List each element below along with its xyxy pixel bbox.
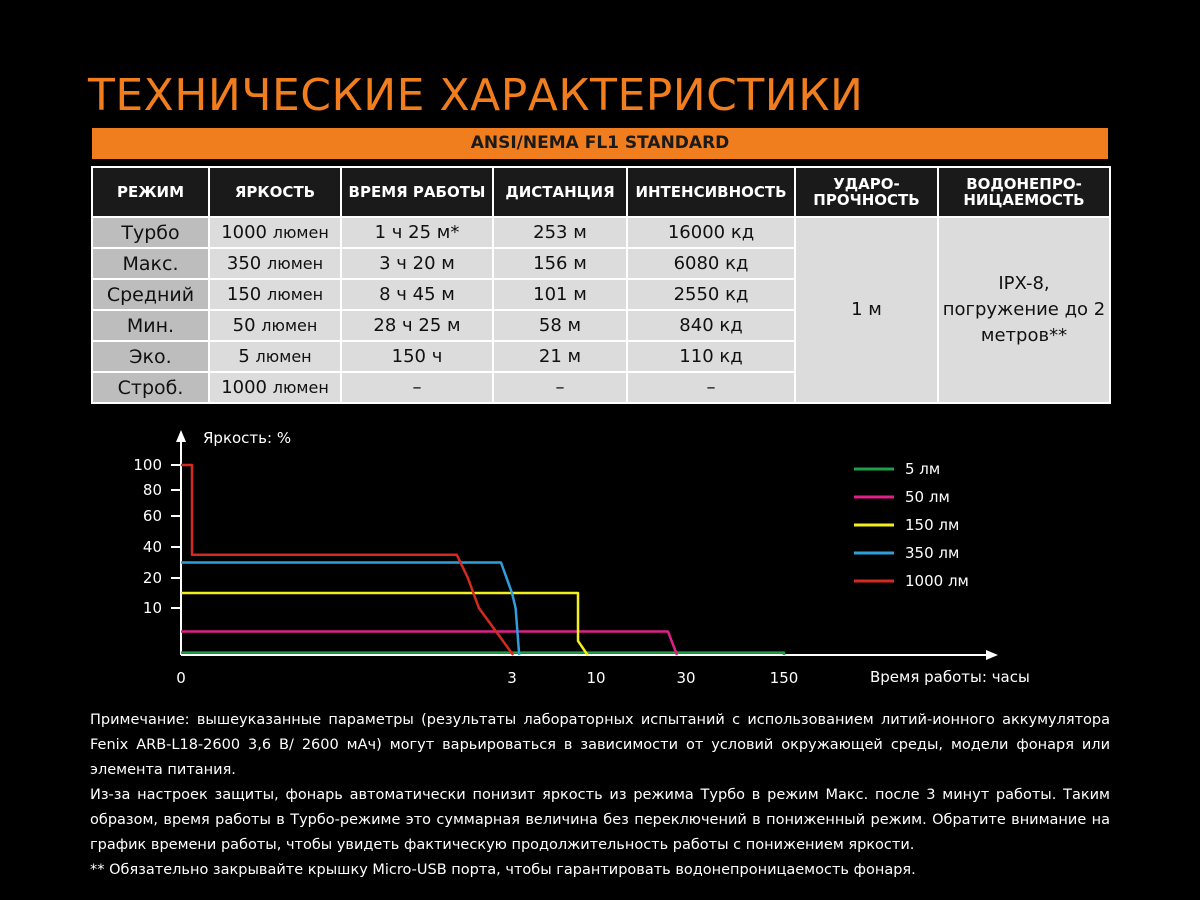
- mode-cell: Макс.: [92, 248, 209, 279]
- legend-label: 1000 лм: [905, 572, 969, 590]
- intensity-cell: 6080 кд: [627, 248, 795, 279]
- runtime-cell: 3 ч 20 м: [341, 248, 493, 279]
- runtime-cell: 8 ч 45 м: [341, 279, 493, 310]
- x-tick-label: 150: [769, 669, 799, 687]
- brightness-cell: 50 люмен: [209, 310, 341, 341]
- x-ticks: [176, 669, 798, 687]
- mode-cell: Эко.: [92, 341, 209, 372]
- intensity-cell: –: [627, 372, 795, 403]
- y-axis-arrow-icon: [176, 430, 186, 442]
- chart-legend: [854, 460, 969, 590]
- runtime-cell: –: [341, 372, 493, 403]
- mode-cell: Средний: [92, 279, 209, 310]
- header-runtime: ВРЕМЯ РАБОТЫ: [341, 167, 493, 217]
- header-distance: ДИСТАНЦИЯ: [493, 167, 627, 217]
- intensity-cell: 110 кд: [627, 341, 795, 372]
- legend-label: 350 лм: [905, 544, 960, 562]
- legend-label: 150 лм: [905, 516, 960, 534]
- series-line: [181, 465, 513, 655]
- header-waterproof: ВОДОНЕПРО-НИЦАЕМОСТЬ: [938, 167, 1110, 217]
- legend-label: 50 лм: [905, 488, 950, 506]
- y-ticks: [133, 456, 181, 617]
- mode-cell: Строб.: [92, 372, 209, 403]
- x-axis-label: Время работы: часы: [870, 668, 1030, 686]
- runtime-cell: 28 ч 25 м: [341, 310, 493, 341]
- header-intensity: ИНТЕНСИВНОСТЬ: [627, 167, 795, 217]
- brightness-cell: 350 люмен: [209, 248, 341, 279]
- brightness-cell: 1000 люмен: [209, 217, 341, 248]
- distance-cell: –: [493, 372, 627, 403]
- runtime-cell: 1 ч 25 м*: [341, 217, 493, 248]
- runtime-cell: 150 ч: [341, 341, 493, 372]
- header-mode: РЕЖИМ: [92, 167, 209, 217]
- note-paragraph: Примечание: вышеуказанные параметры (результаты лабораторных испытаний с использованием литий-ионного аккумулятора Fenix ARB-L18-2600 3,6 В/ 2600 мАч) могут варьироваться в зависимости от условий окружающей среды, модели фонаря или элемента питания.: [90, 712, 1110, 778]
- waterproof-cell: IPX-8, погружение до 2 метров**: [938, 217, 1110, 403]
- impact-cell: 1 м: [795, 217, 938, 403]
- specs-table: [91, 166, 1111, 404]
- y-axis-label: Яркость: %: [203, 429, 292, 447]
- y-tick-label: 20: [142, 569, 162, 587]
- brightness-cell: 150 люмен: [209, 279, 341, 310]
- header-impact: УДАРО-ПРОЧНОСТЬ: [795, 167, 938, 217]
- series-line: [181, 593, 588, 655]
- x-tick-label: 3: [507, 669, 517, 687]
- distance-cell: 58 м: [493, 310, 627, 341]
- x-tick-label: 10: [586, 669, 606, 687]
- note-paragraph: Из-за настроек защиты, фонарь автоматически понизит яркость из режима Турбо в режим Макс. после 3 минут работы. Таким образом, время работы в Турбо-режиме это суммарная величина без переключений в пониженный режим. Обратите внимание на график времени работы, чтобы увидеть фактическую продолжительность работы с понижением яркости.: [90, 787, 1110, 853]
- brightness-cell: 1000 люмен: [209, 372, 341, 403]
- page-title: ТЕХНИЧЕСКИЕ ХАРАКТЕРИСТИКИ: [88, 70, 864, 121]
- intensity-cell: 16000 кд: [627, 217, 795, 248]
- mode-cell: Турбо: [92, 217, 209, 248]
- y-tick-label: 40: [142, 538, 162, 556]
- intensity-cell: 840 кд: [627, 310, 795, 341]
- series-lines: [181, 465, 784, 655]
- standard-banner: ANSI/NEMA FL1 STANDARD: [92, 128, 1108, 159]
- x-tick-label: 0: [176, 669, 186, 687]
- chart-axes: [176, 430, 998, 660]
- brightness-cell: 5 люмен: [209, 341, 341, 372]
- table-row: [92, 217, 1110, 248]
- y-tick-label: 80: [142, 481, 162, 499]
- y-tick-label: 100: [133, 456, 162, 474]
- distance-cell: 253 м: [493, 217, 627, 248]
- y-tick-label: 10: [142, 599, 162, 617]
- distance-cell: 156 м: [493, 248, 627, 279]
- notes: [90, 708, 1110, 883]
- header-brightness: ЯРКОСТЬ: [209, 167, 341, 217]
- x-tick-label: 30: [676, 669, 696, 687]
- intensity-cell: 2550 кд: [627, 279, 795, 310]
- runtime-chart: [0, 420, 1200, 700]
- distance-cell: 21 м: [493, 341, 627, 372]
- note-paragraph: ** Обязательно закрывайте крышку Micro-USB порта, чтобы гарантировать водонепроницаемость фонаря.: [90, 862, 916, 878]
- legend-label: 5 лм: [905, 460, 941, 478]
- mode-cell: Мин.: [92, 310, 209, 341]
- x-axis-arrow-icon: [986, 650, 998, 660]
- y-tick-label: 60: [142, 507, 162, 525]
- table-header-row: [92, 167, 1110, 217]
- distance-cell: 101 м: [493, 279, 627, 310]
